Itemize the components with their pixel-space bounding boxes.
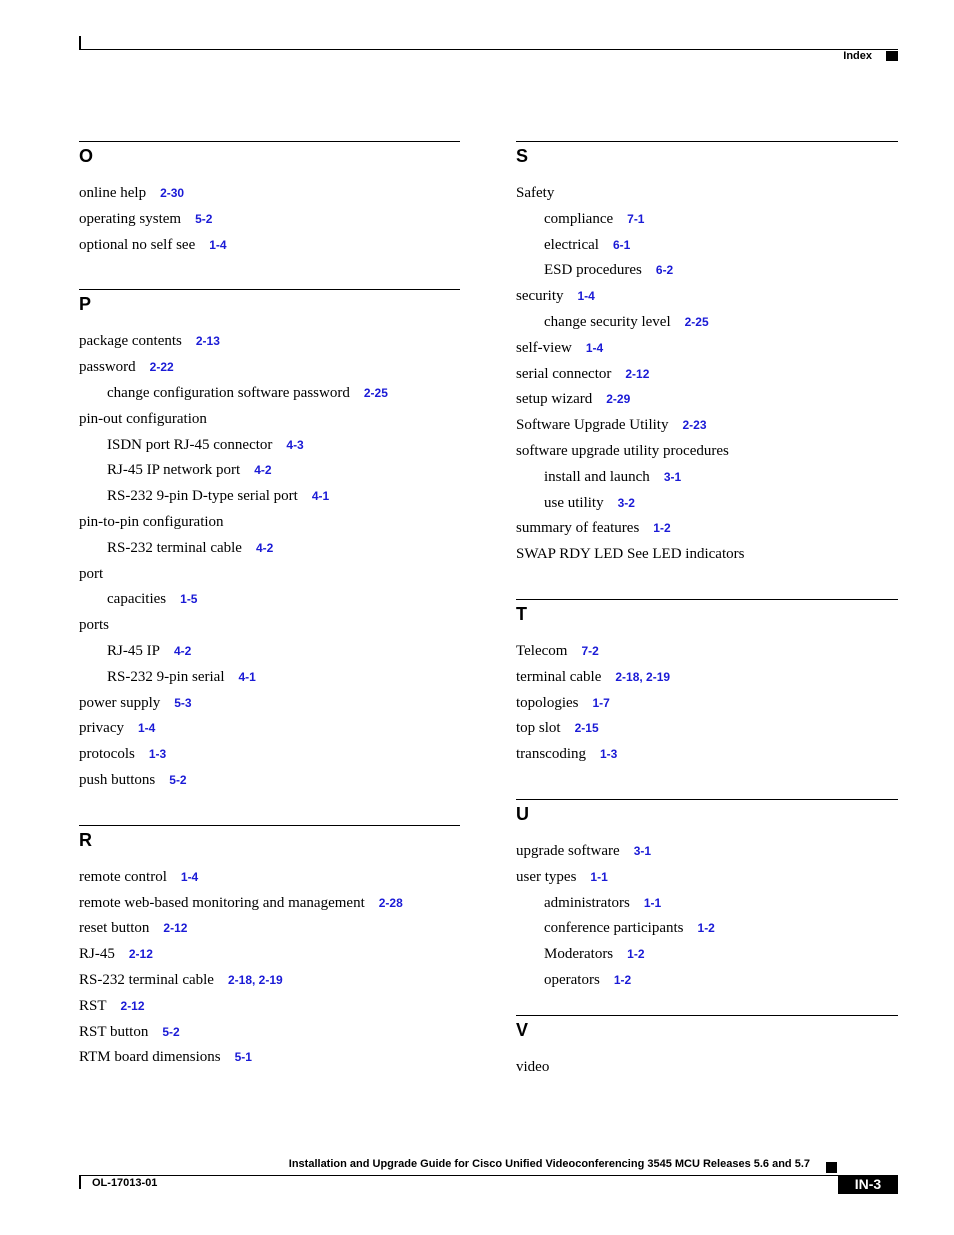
index-column-left [79, 141, 460, 1072]
page-reference-link[interactable]: 3-1 [633, 843, 652, 858]
page-reference-link[interactable]: 5-2 [162, 1024, 180, 1039]
index-subentry [516, 466, 898, 492]
page-reference-link[interactable]: 1-5 [180, 592, 198, 607]
index-subentry [516, 311, 898, 337]
page-reference-link[interactable]: 2-29 [606, 392, 631, 407]
index-subentry [516, 969, 898, 995]
entry-term: install and launch [544, 468, 650, 485]
entry-term: privacy [79, 720, 124, 737]
entry-term: ISDN port RJ-45 connector [107, 436, 273, 453]
index-entry [79, 563, 460, 589]
page-reference-link[interactable]: 1-2 [627, 947, 645, 962]
index-entry [79, 182, 460, 208]
entry-term: software upgrade utility procedures [516, 442, 729, 459]
index-entry [79, 969, 460, 995]
entry-term: port [79, 565, 104, 582]
page-reference-link[interactable]: 1-3 [148, 747, 167, 762]
page-reference-link[interactable]: 1-4 [137, 721, 156, 736]
index-subentry [516, 234, 898, 260]
entry-term: Moderators [544, 946, 614, 963]
footer-page-number: IN-3 [838, 1175, 898, 1194]
index-section-s [516, 141, 898, 569]
index-entry [79, 614, 460, 640]
index-subentry [516, 259, 898, 285]
index-entry [516, 517, 898, 543]
page-reference-link[interactable]: 6-2 [655, 263, 674, 278]
index-subentry [79, 382, 460, 408]
page-reference-link[interactable]: 5-2 [195, 211, 213, 226]
index-entry [79, 866, 460, 892]
index-entry [79, 356, 460, 382]
entry-term: electrical [544, 236, 599, 253]
index-subentry [79, 666, 460, 692]
index-subentry [79, 434, 460, 460]
entry-term: online help [79, 185, 147, 201]
entry-term: SWAP RDY LED See LED indicators [516, 546, 745, 563]
entry-term: pin-out configuration [79, 410, 207, 427]
entry-term: password [79, 359, 136, 376]
page-reference-link[interactable]: 3-2 [617, 495, 635, 510]
index-subentry [79, 537, 460, 563]
page-reference-link[interactable]: 2-12 [163, 921, 188, 936]
page-reference-link[interactable]: 1-1 [590, 869, 608, 884]
index-entry [516, 840, 898, 866]
entry-term: operators [544, 971, 600, 988]
entry-term: power supply [79, 694, 161, 711]
index-subentry [516, 943, 898, 969]
section-letter: T [516, 603, 527, 624]
section-letter: V [516, 1019, 529, 1040]
section-letter: O [79, 146, 94, 166]
page-reference-link[interactable]: 2-18, 2-19 [615, 669, 671, 684]
entry-term: change security level [544, 313, 671, 330]
page-reference-link[interactable]: 1-3 [599, 747, 618, 762]
entry-term: Safety [516, 185, 555, 201]
index-entry [79, 330, 460, 356]
entry-term: conference participants [544, 920, 684, 937]
entry-term: capacities [107, 591, 167, 608]
section-letter: P [79, 294, 92, 315]
section-letter: S [516, 146, 529, 166]
index-entry [516, 440, 898, 466]
page-reference-link[interactable]: 2-22 [149, 360, 174, 375]
entry-term: top slot [516, 720, 561, 737]
index-subentry [516, 892, 898, 918]
section-letter: U [516, 803, 529, 824]
entry-term: protocols [79, 746, 135, 763]
page-reference-link[interactable]: 2-12 [625, 366, 650, 381]
index-entry [516, 717, 898, 743]
entry-term: video [516, 1058, 550, 1075]
footer-tick [79, 1175, 81, 1189]
entry-term: RJ-45 IP [107, 642, 160, 659]
page-reference-link[interactable]: 2-12 [120, 998, 145, 1013]
page-reference-link[interactable]: 5-2 [169, 772, 187, 787]
entry-term: topologies [516, 694, 579, 711]
entry-term: reset button [79, 920, 150, 937]
page-reference-link[interactable]: 2-13 [195, 334, 220, 349]
entry-term: RTM board dimensions [79, 1049, 221, 1066]
index-entry [516, 543, 898, 569]
footer-marker [826, 1162, 837, 1173]
index-section-r [79, 825, 460, 1072]
index-column-right [516, 141, 898, 1082]
entry-term: RS-232 terminal cable [107, 539, 242, 556]
entry-term: use utility [544, 494, 604, 511]
entry-term: RS-232 9-pin D-type serial port [107, 488, 298, 505]
entry-term: RJ-45 IP network port [107, 462, 241, 479]
index-entry [79, 511, 460, 537]
page-reference-link[interactable]: 4-3 [286, 437, 304, 452]
entry-term: self-view [516, 339, 572, 356]
entry-term: push buttons [79, 771, 156, 788]
entry-term: upgrade software [516, 842, 620, 859]
entry-term: terminal cable [516, 668, 602, 685]
footer-doc-number: OL-17013-01 [92, 1177, 158, 1189]
section-letter: R [79, 829, 92, 850]
page-reference-link[interactable]: 1-4 [180, 869, 199, 884]
entry-term: security [516, 288, 564, 305]
index-entry [516, 1056, 898, 1082]
page-reference-link[interactable]: 3-1 [663, 469, 682, 484]
index-section-o [79, 141, 460, 259]
index-entry [516, 743, 898, 769]
index-entry [79, 1021, 460, 1047]
page-reference-link[interactable]: 2-28 [378, 895, 403, 910]
index-entry [516, 640, 898, 666]
index-subentry [79, 640, 460, 666]
entry-term: ports [79, 617, 109, 634]
page-reference-link[interactable]: 1-4 [209, 237, 227, 252]
entry-term: serial connector [516, 365, 612, 382]
index-section-u [516, 799, 898, 995]
index-entry [79, 234, 460, 260]
index-entry [79, 892, 460, 918]
entry-term: change configuration software password [107, 384, 350, 401]
index-entry [79, 208, 460, 234]
page-reference-link[interactable]: 5-1 [234, 1050, 252, 1065]
index-subentry [516, 917, 898, 943]
entry-term: user types [516, 868, 577, 885]
index-entry [516, 414, 898, 440]
page-reference-link[interactable]: 2-23 [682, 418, 707, 433]
footer-rule [79, 1175, 898, 1176]
entry-term: summary of features [516, 520, 640, 537]
page-reference-link[interactable]: 4-2 [173, 643, 192, 658]
entry-term: compliance [544, 210, 614, 227]
index-entry [79, 917, 460, 943]
index-entry [516, 388, 898, 414]
index-subentry [79, 459, 460, 485]
page-reference-link[interactable]: 2-12 [128, 947, 153, 962]
page-reference-link[interactable]: 1-2 [613, 972, 632, 987]
page-reference-link[interactable]: 1-4 [577, 289, 595, 304]
entry-term: RS-232 terminal cable [79, 971, 214, 988]
index-entry [79, 743, 460, 769]
entry-term: remote web-based monitoring and management [79, 894, 365, 911]
entry-term: Software Upgrade Utility [516, 417, 669, 434]
index-entry [516, 692, 898, 718]
index-entry [516, 182, 898, 208]
entry-term: pin-to-pin configuration [79, 513, 224, 530]
page-reference-link[interactable]: 1-2 [697, 921, 715, 936]
entry-term: administrators [544, 894, 630, 911]
entry-term: ESD procedures [544, 262, 642, 279]
index-entry [516, 285, 898, 311]
entry-term: transcoding [516, 746, 586, 763]
index-entry [516, 363, 898, 389]
page-reference-link[interactable]: 4-2 [255, 540, 274, 555]
footer-book-title: Installation and Upgrade Guide for Cisco Unified Videoconferencing 3545 MCU Releases 5.6 and 5.7 [288, 1158, 810, 1170]
entry-term: RST button [79, 1023, 149, 1040]
page-reference-link[interactable]: 7-1 [627, 211, 645, 226]
page-reference-link[interactable]: 5-3 [174, 695, 192, 710]
entry-term: optional no self see [79, 236, 196, 253]
index-entry [79, 995, 460, 1021]
entry-term: package contents [79, 333, 182, 350]
index-subentry [79, 588, 460, 614]
index-entry [79, 943, 460, 969]
entry-term: RS-232 9-pin serial [107, 668, 225, 685]
header-marker [886, 51, 898, 61]
index-entry [79, 717, 460, 743]
page-reference-link[interactable]: 7-2 [581, 643, 599, 658]
entry-term: remote control [79, 868, 167, 885]
page-reference-link[interactable]: 4-1 [311, 489, 330, 504]
entry-term: RST [79, 997, 107, 1014]
entry-term: operating system [79, 210, 182, 227]
index-section-v [516, 1015, 898, 1082]
index-entry [79, 1046, 460, 1072]
entry-term: RJ-45 [79, 946, 115, 963]
page-reference-link[interactable]: 1-7 [592, 695, 610, 710]
index-entry [79, 408, 460, 434]
page-reference-link[interactable]: 2-18, 2-19 [227, 972, 283, 987]
page-reference-link[interactable]: 2-30 [160, 186, 185, 200]
entry-term: setup wizard [516, 391, 593, 408]
index-entry [516, 866, 898, 892]
index-entry [516, 666, 898, 692]
page-reference-link[interactable]: 1-4 [585, 340, 604, 355]
header-tick [79, 36, 81, 50]
page-reference-link[interactable]: 4-1 [238, 669, 256, 684]
index-section-p [79, 289, 460, 794]
index-entry [516, 337, 898, 363]
index-subentry [79, 485, 460, 511]
index-section-t [516, 599, 898, 769]
page-reference-link[interactable]: 2-15 [574, 721, 599, 736]
page-reference-link[interactable]: 1-2 [653, 521, 671, 536]
page-reference-link[interactable]: 2-25 [684, 314, 709, 329]
header-section-label: Index [843, 50, 872, 62]
entry-term: Telecom [516, 642, 568, 659]
page-reference-link[interactable]: 4-2 [254, 463, 272, 478]
page-reference-link[interactable]: 2-25 [363, 385, 388, 400]
index-entry [79, 692, 460, 718]
index-subentry [516, 492, 898, 518]
page-reference-link[interactable]: 1-1 [643, 895, 662, 910]
index-subentry [516, 208, 898, 234]
index-entry [79, 769, 460, 795]
page-reference-link[interactable]: 6-1 [612, 237, 631, 252]
